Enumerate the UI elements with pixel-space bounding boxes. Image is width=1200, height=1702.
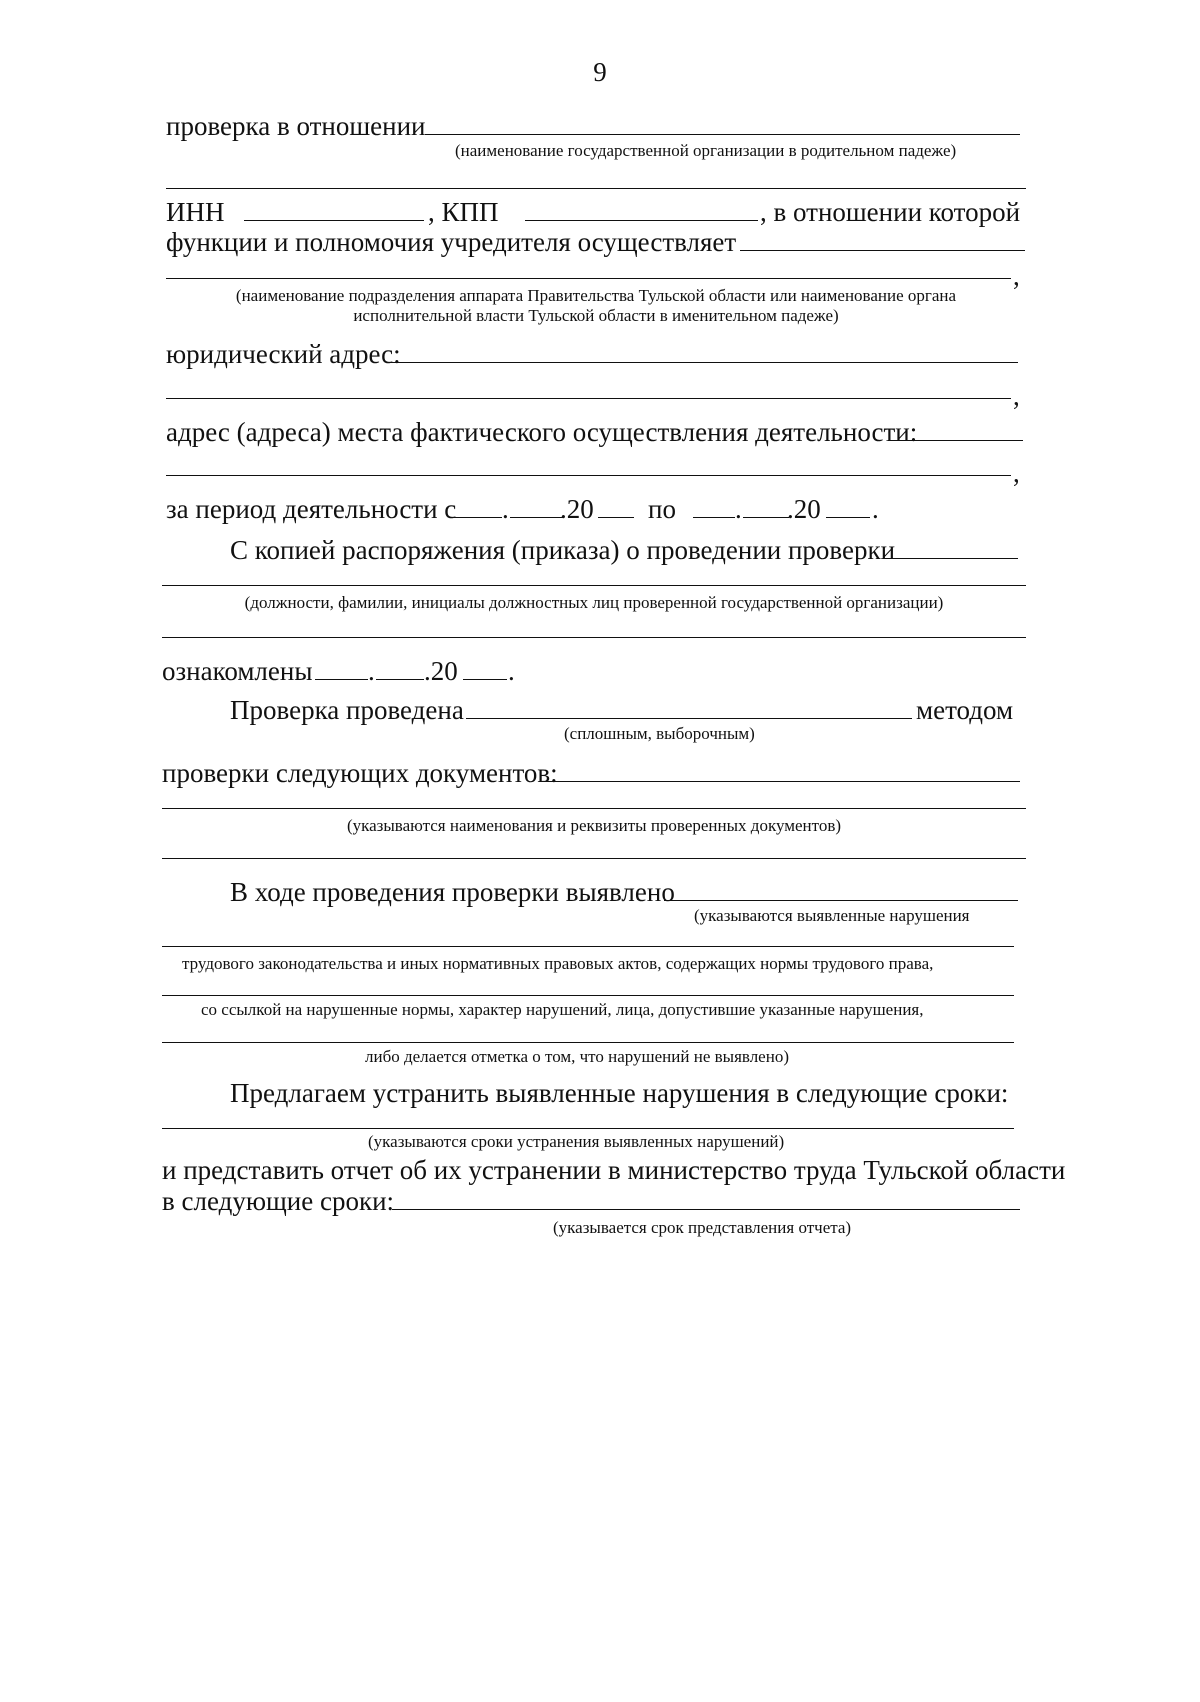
documents-field[interactable]	[540, 781, 1020, 782]
period-to-month[interactable]	[743, 517, 789, 518]
propose-field[interactable]	[162, 1128, 1014, 1129]
kpp-label: , КПП	[428, 197, 499, 227]
page-number: 9	[593, 57, 607, 87]
legal-address-field[interactable]	[388, 362, 1018, 363]
founder-field-2[interactable]	[166, 278, 1011, 279]
revealed-caption-4: либо делается отметка о том, что нарушений не выявлено)	[365, 1047, 789, 1066]
order-copy-field-2[interactable]	[162, 585, 1026, 586]
revealed-caption-1: (указываются выявленные нарушения	[694, 906, 970, 925]
order-copy-caption: (должности, фамилии, инициалы должностных лиц проверенной государственной организации)	[244, 593, 944, 612]
acquainted-year-prefix: .20	[424, 656, 458, 686]
revealed-label: В ходе проведения проверки выявлено	[230, 877, 675, 907]
revealed-field[interactable]	[664, 900, 1018, 901]
documents-caption: (указываются наименования и реквизиты проверенных документов)	[346, 816, 842, 835]
period-end-dot: .	[872, 494, 879, 524]
actual-address-comma: ,	[1013, 458, 1020, 488]
report-deadline-field[interactable]	[392, 1209, 1020, 1210]
period-to-label: по	[648, 494, 676, 524]
inn-kpp-tail: , в отношении которой	[760, 197, 1021, 227]
legal-address-label: юридический адрес:	[166, 339, 401, 369]
founder-label: функции и полномочия учредителя осуществляет	[166, 227, 737, 257]
report-caption: (указывается срок представления отчета)	[553, 1218, 852, 1237]
documents-label: проверки следующих документов:	[162, 758, 558, 788]
founder-comma: ,	[1013, 261, 1020, 291]
legal-address-comma: ,	[1013, 381, 1020, 411]
kpp-field[interactable]	[525, 220, 758, 221]
period-from-dot: .	[502, 494, 509, 524]
legal-address-field-2[interactable]	[166, 398, 1011, 399]
report-line-1: и представить отчет об их устранении в министерство труда Тульской области	[162, 1155, 1066, 1185]
documents-field-2[interactable]	[162, 808, 1026, 809]
organization-name-field-2[interactable]	[166, 188, 1026, 189]
documents-field-3[interactable]	[162, 858, 1026, 859]
actual-address-field[interactable]	[888, 440, 1023, 441]
period-to-day[interactable]	[693, 517, 735, 518]
method-field[interactable]	[466, 718, 912, 719]
acquainted-year[interactable]	[463, 679, 507, 680]
acquainted-dot: .	[368, 656, 375, 686]
order-copy-text: С копией распоряжения (приказа) о проведении проверки	[230, 535, 896, 565]
founder-caption-line2: исполнительной власти Тульской области в именительном падеже)	[353, 306, 839, 325]
method-caption: (сплошным, выборочным)	[564, 724, 755, 743]
acquainted-label: ознакомлены	[162, 656, 313, 686]
period-to-year-prefix: .20	[787, 494, 821, 524]
period-to-year[interactable]	[826, 517, 870, 518]
revealed-field-2[interactable]	[162, 946, 1014, 947]
organization-name-caption: (наименование государственной организации в родительном падеже)	[455, 141, 957, 160]
period-label: за период деятельности с	[166, 494, 457, 524]
acquainted-day[interactable]	[315, 679, 368, 680]
order-copy-field-3[interactable]	[162, 637, 1026, 638]
period-from-day[interactable]	[450, 517, 502, 518]
inn-field[interactable]	[244, 220, 424, 221]
actual-address-label: адрес (адреса) места фактического осуществления деятельности:	[166, 417, 918, 447]
revealed-field-4[interactable]	[162, 1042, 1014, 1043]
acquainted-end-dot: .	[508, 656, 515, 686]
founder-field[interactable]	[740, 250, 1025, 251]
inspection-of-label: проверка в отношении	[166, 111, 426, 141]
period-from-year-prefix: .20	[560, 494, 594, 524]
report-line-2: в следующие сроки:	[162, 1186, 395, 1216]
organization-name-field[interactable]	[425, 134, 1020, 135]
inn-label: ИНН	[166, 197, 225, 227]
order-copy-field[interactable]	[885, 558, 1018, 559]
period-to-dot: .	[735, 494, 742, 524]
period-from-month[interactable]	[510, 517, 564, 518]
propose-text: Предлагаем устранить выявленные нарушения в следующие сроки:	[230, 1078, 1009, 1108]
revealed-caption-2: трудового законодательства и иных нормативных правовых актов, содержащих нормы трудового права,	[182, 954, 934, 973]
method-label: Проверка проведена	[230, 695, 464, 725]
method-word: методом	[916, 695, 1014, 725]
revealed-caption-3: со ссылкой на нарушенные нормы, характер нарушений, лица, допустившие указанные нарушения,	[201, 1000, 924, 1019]
revealed-field-3[interactable]	[162, 995, 1014, 996]
propose-caption: (указываются сроки устранения выявленных нарушений)	[368, 1132, 785, 1151]
actual-address-field-2[interactable]	[166, 475, 1011, 476]
period-from-year[interactable]	[598, 517, 634, 518]
founder-caption-line1: (наименование подразделения аппарата Правительства Тульской области или наименование органа	[235, 286, 957, 305]
acquainted-month[interactable]	[376, 679, 424, 680]
